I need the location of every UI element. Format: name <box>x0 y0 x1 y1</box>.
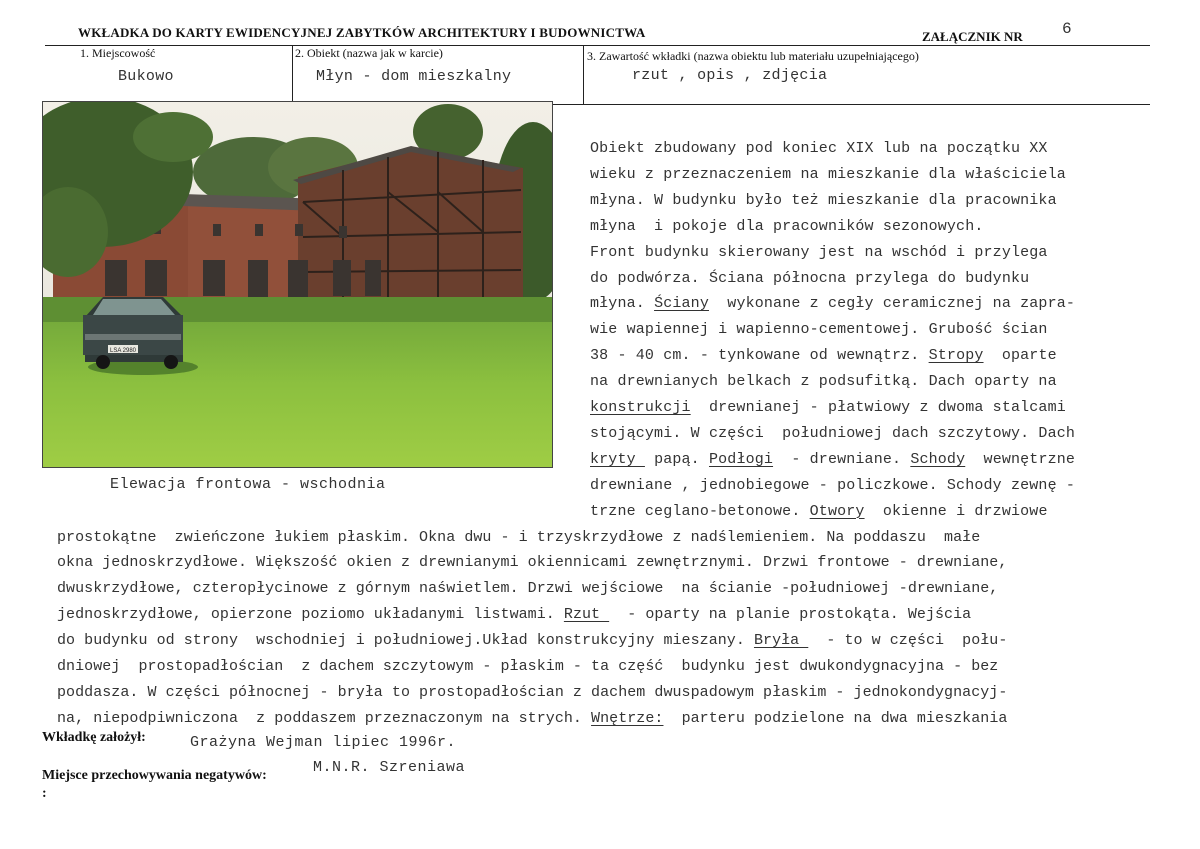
header-rule-top <box>45 45 1150 46</box>
description-line <box>590 477 1075 494</box>
description-text: wewnętrzne <box>965 450 1076 468</box>
description-line <box>590 373 1057 390</box>
description-text: Obiekt zbudowany pod koniec XIX lub na początku XX <box>590 140 1048 157</box>
object-label: 2. Obiekt (nazwa jak w karcie) <box>295 46 443 60</box>
description-text: młyna i pokoje dla pracowników sezonowych. <box>590 217 984 235</box>
building-photo <box>42 101 553 468</box>
licence-plate: LSA 2980 <box>109 348 137 354</box>
underlined-heading: Ściany <box>654 295 709 313</box>
description-text: okienne i drzwiowe <box>864 502 1048 520</box>
description-text: wykonane z cegły ceramicznej na zapra- <box>708 295 1076 313</box>
underlined-heading: Bryła <box>753 632 809 650</box>
description-text: dniowej prostopadłościan z dachem szczytowym - płaskim - ta część budynku jest dwukondygnacyjna - bez <box>57 658 999 675</box>
description-text: 38 - 40 cm. - tynkowane od wewnątrz. <box>590 347 929 365</box>
description-text: - oparty na planie prostokąta. Wejścia <box>609 606 972 624</box>
description-text: trzne ceglano-betonowe. <box>590 502 810 520</box>
description-text: do podwórza. Ściana północna przylega do budynku <box>590 269 1030 287</box>
photo-caption: Elewacja frontowa - wschodnia <box>110 476 386 493</box>
description-line <box>57 632 1007 649</box>
description-line <box>590 425 1075 442</box>
description-line <box>57 580 998 597</box>
description-text: dwuskrzydłowe, czteropłycinowe z górnym naświetlem. Drzwi wejściowe na ścianie -południowej -drewniane, <box>57 580 999 598</box>
description-text: oparte <box>983 347 1057 365</box>
description-text: młyna. <box>590 295 655 313</box>
author-value: Grażyna Wejman lipiec 1996r. <box>190 734 457 751</box>
description-text: okna jednoskrzydłowe. Większość okien z drewnianymi okiennicami zewnętrznymi. Drzwi frontowe - drewniane, <box>57 554 1008 572</box>
description-text: jednoskrzydłowe, opierzone poziomo układanymi listwami. <box>57 606 564 624</box>
form-title: WKŁADKA DO KARTY EWIDENCYJNEJ ZABYTKÓW ARCHITEKTURY I BUDOWNICTWA <box>78 25 646 40</box>
description-line <box>590 140 1048 157</box>
description-line <box>590 244 1048 261</box>
description-text: prostokątne zwieńczone łukiem płaskim. Okna dwu - i trzyskrzydłowe z nadślemieniem. Na poddaszu małe <box>57 528 981 546</box>
storage-value: M.N.R. Szreniawa <box>313 759 466 776</box>
description-text: Front budynku skierowany jest na wschód i przylega <box>590 243 1048 261</box>
object-value: Młyn - dom mieszkalny <box>316 68 512 85</box>
description-text: papą. <box>644 450 709 468</box>
description-line <box>590 503 1048 520</box>
description-line <box>57 529 980 546</box>
field-divider-2 <box>583 45 584 104</box>
description-line <box>57 658 998 675</box>
locality-label: 1. Miejscowość <box>80 46 156 60</box>
description-line <box>590 321 1048 338</box>
description-line <box>57 554 1007 571</box>
description-text: - drewniane. <box>773 450 911 468</box>
description-line <box>590 347 1057 364</box>
description-text: parteru podzielone na dwa mieszkania <box>663 709 1008 727</box>
storage-colon: : <box>42 786 47 801</box>
description-line <box>590 270 1029 287</box>
description-line <box>590 166 1066 183</box>
field-divider-1 <box>292 45 293 104</box>
author-label: Wkładkę założył: <box>42 730 146 745</box>
underlined-heading: kryty <box>590 450 645 468</box>
storage-label: Miejsce przechowywania negatywów: <box>42 768 267 783</box>
underlined-heading: konstrukcji <box>590 399 691 416</box>
contents-label: 3. Zawartość wkładki (nazwa obiektu lub materiału uzupełniającego) <box>587 49 919 63</box>
underlined-heading: Otwory <box>809 502 865 520</box>
attachment-label: ZAŁĄCZNIK NR <box>922 29 1023 44</box>
description-line <box>57 710 1007 727</box>
description-text: drewniane , jednobiegowe - policzkowe. Schody zewnę - <box>590 476 1076 494</box>
underlined-heading: Schody <box>910 450 966 468</box>
underlined-heading: Podłogi <box>708 450 774 468</box>
description-line <box>590 295 1075 312</box>
locality-value: Bukowo <box>118 68 174 85</box>
description-line <box>590 218 984 235</box>
description-text: na, niepodpiwniczona z poddaszem przeznaczonym na strych. <box>57 709 592 727</box>
description-text: poddasza. W części północnej - bryła to prostopadłościan z dachem dwuspadowym płaskim - jednokondygnacyj- <box>57 683 1008 701</box>
description-line <box>57 606 971 623</box>
description-text: wie wapiennej i wapienno-cementowej. Grubość ścian <box>590 321 1048 339</box>
underlined-heading: Stropy <box>928 347 984 365</box>
description-text: wieku z przeznaczeniem na mieszkanie dla właściciela <box>590 165 1066 183</box>
description-text: stojącymi. W części południowej dach szczytowy. Dach <box>590 424 1076 442</box>
underlined-heading: Rzut <box>563 606 610 624</box>
underlined-heading: Wnętrze: <box>591 709 664 727</box>
attachment-number: 6 <box>1062 20 1072 38</box>
description-text: młyna. W budynku było też mieszkanie dla pracownika <box>590 191 1057 209</box>
description-text: na drewnianych belkach z podsufitką. Dach oparty na <box>590 373 1057 391</box>
description-line <box>590 192 1057 209</box>
description-text: drewnianej - płatwiowy z dwoma stalcami <box>690 399 1066 416</box>
description-line <box>590 451 1075 468</box>
description-line <box>590 399 1066 416</box>
description-text: - to w części połu- <box>808 632 1008 650</box>
description-line <box>57 684 1007 701</box>
contents-value: rzut , opis , zdjęcia <box>632 67 828 84</box>
description-text: do budynku od strony wschodniej i południowej.Układ konstrukcyjny mieszany. <box>57 632 754 650</box>
